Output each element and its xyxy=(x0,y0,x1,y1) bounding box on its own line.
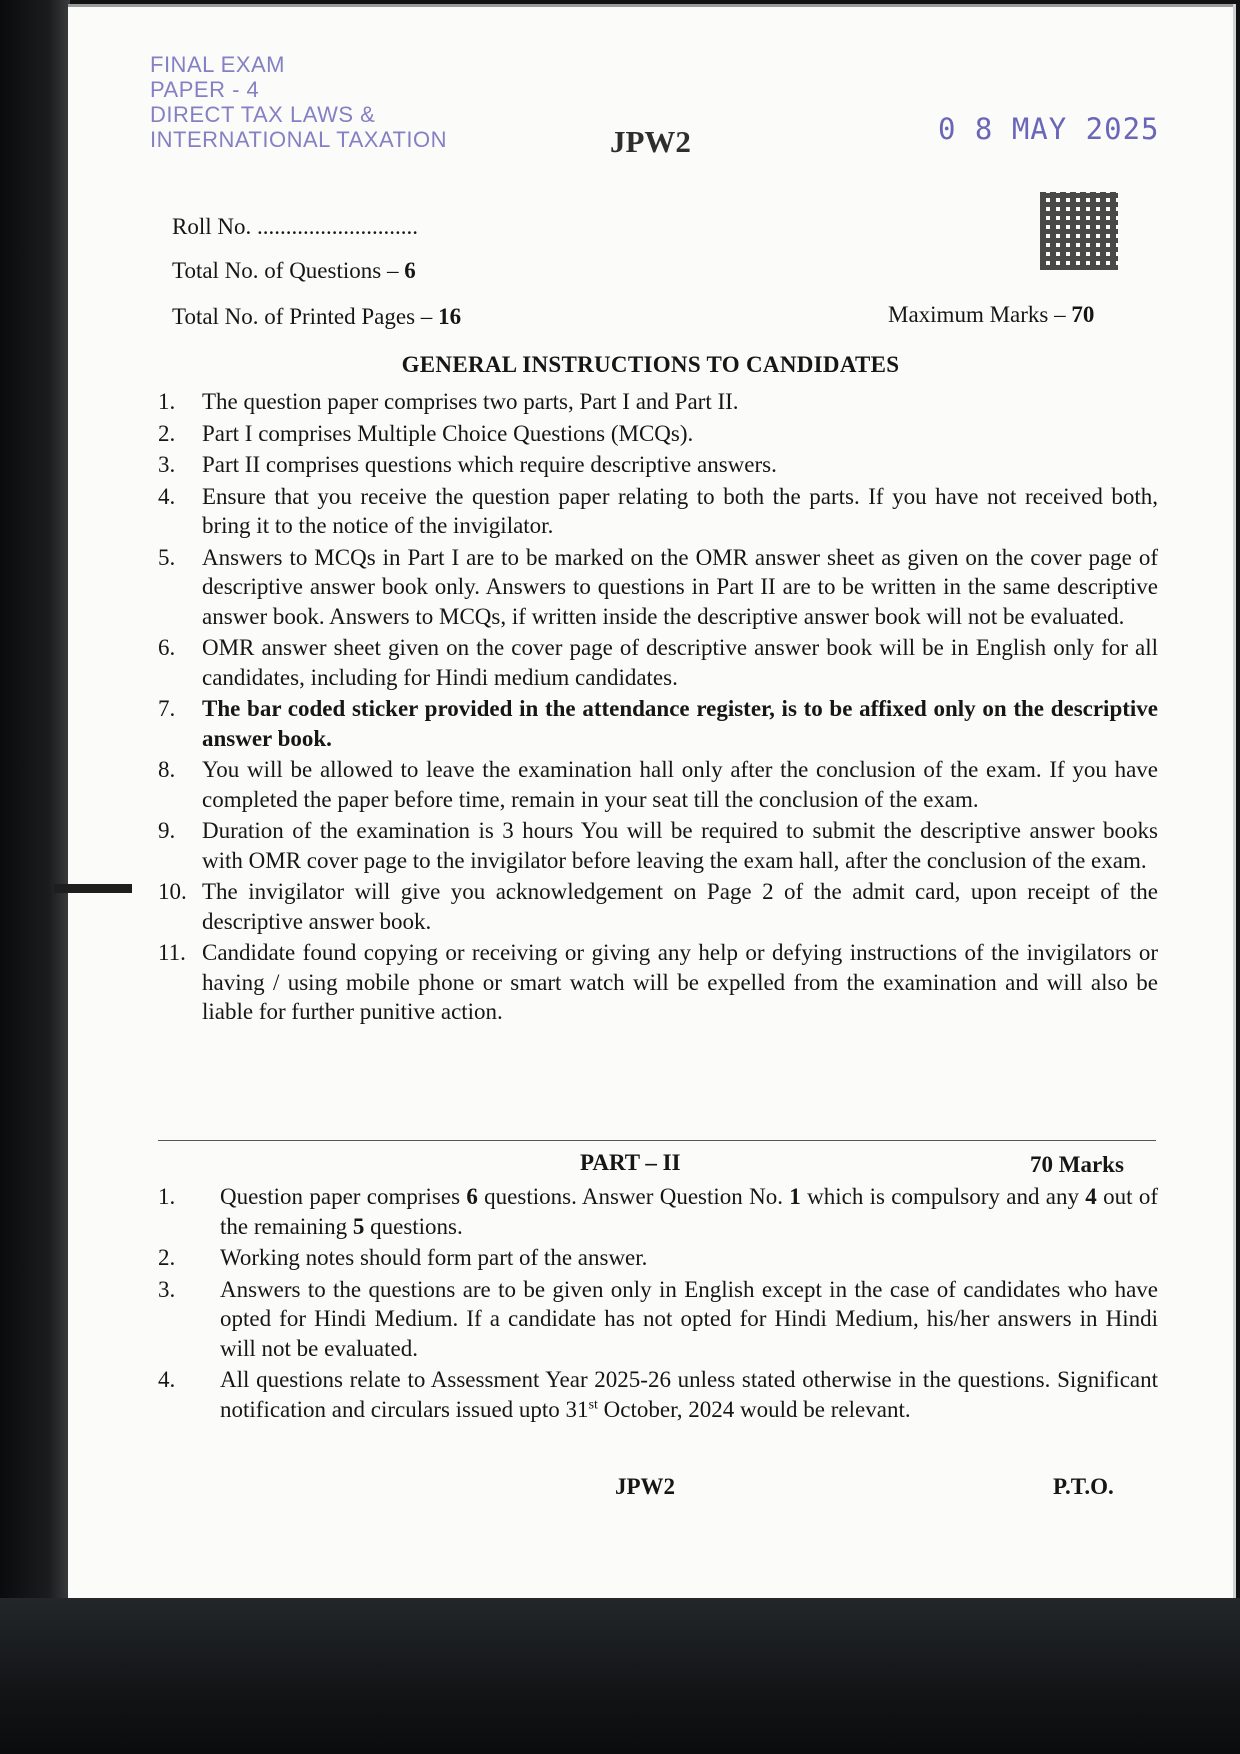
stamp-line: INTERNATIONAL TAXATION xyxy=(150,127,448,152)
datamatrix-code-icon xyxy=(1040,192,1118,270)
item-text: Working notes should form part of the answer. xyxy=(220,1245,648,1270)
item-text: Part I comprises Multiple Choice Questions (MCQs). xyxy=(202,420,694,446)
section-divider xyxy=(158,1140,1156,1141)
list-item xyxy=(158,633,1158,692)
item-number: 7. xyxy=(158,696,176,721)
item-text: Ensure that you receive the question paper relating to both the parts. If you have not received both, bring it to the notice of the invigilator. xyxy=(202,483,1158,538)
total-questions xyxy=(172,258,416,284)
item-number: 6. xyxy=(158,635,176,660)
date-stamp: 0 8 MAY 2025 xyxy=(938,112,1160,146)
item-number: 4. xyxy=(158,483,176,509)
footer-paper-code: JPW2 xyxy=(615,1474,676,1499)
part-title: PART – II xyxy=(580,1150,681,1175)
item-text: The question paper comprises two parts, Part I and Part II. xyxy=(202,389,739,414)
pages-label: Total No. of Printed Pages – xyxy=(172,304,439,329)
item-text: Candidate found copying or receiving or giving any help or defying instructions of the invigilators or having / using mobile phone or smart watch will be expelled from the examination and will also be liable for further punitive action. xyxy=(202,940,1158,1024)
exam-page xyxy=(68,4,1236,1598)
margin-mark xyxy=(54,884,132,893)
item-text: Answers to the questions are to be given only in English except in the case of candidates who have opted for Hindi Medium. If a candidate has not opted for Hindi Medium, his/her answers in Hindi will not be evaluated. xyxy=(220,1276,1158,1361)
item-text: Duration of the examination is 3 hours You will be required to submit the descriptive answer books with OMR cover page to the invigilator before leaving the exam hall, after the conclusion of the exam. xyxy=(202,818,1158,873)
list-item xyxy=(158,1365,1158,1424)
maximum-marks xyxy=(888,302,1094,328)
item-text: The bar coded sticker provided in the attendance register, is to be affixed only on the descriptive answer book. xyxy=(202,696,1158,751)
item-text: Question paper comprises 6 questions. Answer Question No. 1 which is compulsory and any 4 out of the remaining 5 questions. xyxy=(220,1184,1158,1239)
list-item xyxy=(158,387,1158,417)
item-number: 5. xyxy=(158,544,176,570)
item-text: All questions relate to Assessment Year 2025-26 unless stated otherwise in the questions. Significant notification and circulars issued upto 31st October, 2024 would be relevant. xyxy=(220,1367,1158,1422)
item-number: 2. xyxy=(158,420,176,446)
stamp-line: FINAL EXAM xyxy=(150,52,285,77)
item-number: 8. xyxy=(158,757,176,782)
item-number: 2. xyxy=(158,1245,176,1270)
max-marks-value: 70 xyxy=(1071,302,1095,327)
part2-instructions-list xyxy=(158,1182,1158,1426)
item-number: 1. xyxy=(158,1184,176,1209)
list-item xyxy=(158,482,1158,541)
list-item xyxy=(158,694,1158,753)
list-item xyxy=(158,1275,1158,1364)
item-number: 11. xyxy=(158,940,186,965)
item-number: 1. xyxy=(158,389,176,414)
item-number: 3. xyxy=(158,452,176,477)
item-text: OMR answer sheet given on the cover page of descriptive answer book will be in English only for all candidates, including for Hindi medium candidates. xyxy=(202,635,1158,690)
paper-code-header: JPW2 xyxy=(610,124,691,159)
questions-value: 6 xyxy=(404,258,416,283)
item-text: You will be allowed to leave the examination hall only after the conclusion of the exam. If you have completed the paper before time, remain in your seat till the conclusion of the exam. xyxy=(202,757,1158,812)
questions-label: Total No. of Questions – xyxy=(172,258,405,283)
roll-number-line: Roll No. ............................ xyxy=(172,214,418,239)
max-marks-label: Maximum Marks – xyxy=(888,302,1072,327)
pages-value: 16 xyxy=(438,304,462,329)
subject-stamp xyxy=(150,52,447,152)
list-item xyxy=(158,543,1158,632)
list-item xyxy=(158,877,1158,936)
stamp-line: PAPER - 4 xyxy=(150,77,260,102)
item-number: 10. xyxy=(158,879,187,904)
list-item xyxy=(158,450,1158,480)
item-number: 9. xyxy=(158,818,176,843)
item-text: Part II comprises questions which require descriptive answers. xyxy=(202,452,777,477)
scan-left-shadow xyxy=(0,0,70,1600)
part-marks: 70 Marks xyxy=(1030,1152,1124,1177)
instructions-heading: GENERAL INSTRUCTIONS TO CANDIDATES xyxy=(401,352,900,377)
list-item xyxy=(158,938,1158,1027)
instructions-list xyxy=(158,387,1158,1029)
item-text: Answers to MCQs in Part I are to be marked on the OMR answer sheet as given on the cover page of descriptive answer book only. Answers to questions in Part II are to be written in the same descriptive answer book. Answers to MCQs, if written inside the descriptive answer book will not be evaluated. xyxy=(202,544,1158,629)
list-item xyxy=(158,1182,1158,1241)
list-item xyxy=(158,419,1158,449)
stamp-line: DIRECT TAX LAWS & xyxy=(150,102,376,127)
item-number: 4. xyxy=(158,1367,176,1392)
item-number: 3. xyxy=(158,1276,176,1302)
please-turn-over: P.T.O. xyxy=(1053,1474,1114,1499)
scan-bottom-shadow xyxy=(0,1598,1240,1754)
list-item xyxy=(158,755,1158,814)
item-text: The invigilator will give you acknowledgement on Page 2 of the admit card, upon receipt of the descriptive answer book. xyxy=(202,879,1158,934)
list-item xyxy=(158,816,1158,875)
list-item xyxy=(158,1243,1158,1273)
total-pages xyxy=(172,304,461,330)
